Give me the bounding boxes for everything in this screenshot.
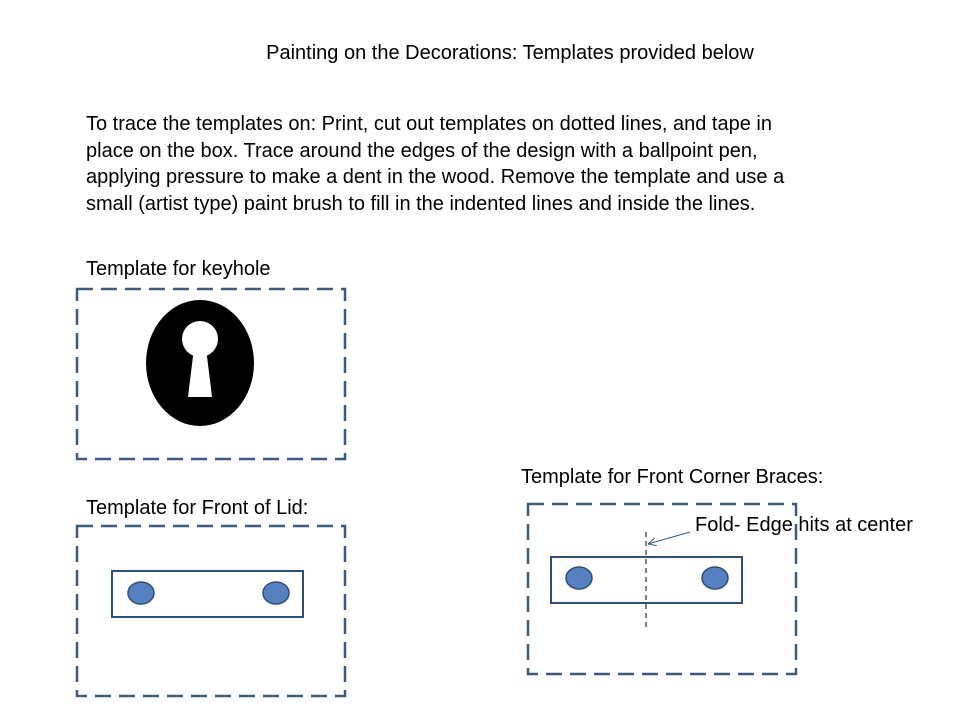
lid-nail-dot-right <box>263 582 289 604</box>
instructions-line: To trace the templates on: Print, cut out templates on dotted lines, and tape in <box>86 113 772 135</box>
page-title: Painting on the Decorations: Templates provided below <box>266 42 754 64</box>
instructions-line: place on the box. Trace around the edges of the design with a ballpoint pen, <box>86 139 758 162</box>
braces-template-label: Template for Front Corner Braces: <box>521 466 824 488</box>
lid-template-label: Template for Front of Lid: <box>86 497 309 519</box>
brace-nail-dot-left <box>566 567 592 589</box>
instructions-line: small (artist type) paint brush to fill in the indented lines and inside the lines. <box>86 192 756 215</box>
lid-nail-dot-left <box>128 582 154 604</box>
keyhole-template-label: Template for keyhole <box>86 258 271 280</box>
brace-nail-dot-right <box>702 567 728 589</box>
fold-label: Fold- Edge hits at center <box>695 514 913 536</box>
instructions-line: applying pressure to make a dent in the wood. Remove the template and use a <box>86 166 785 188</box>
fold-arrow <box>648 532 690 544</box>
